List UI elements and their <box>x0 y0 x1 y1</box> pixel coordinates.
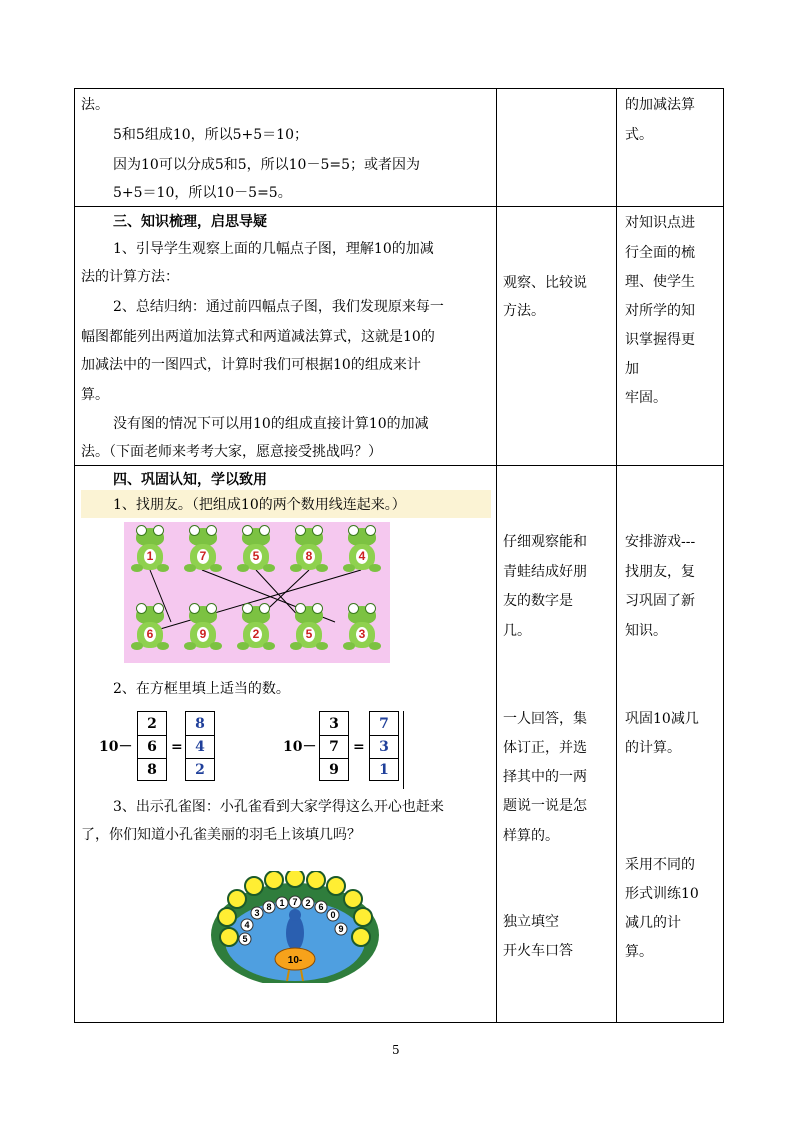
row2-text-line: 法。（下面老师来考考大家，愿意接受挑战吗？） <box>81 444 382 460</box>
row3-method-line: 仔细观察能和 <box>503 534 587 550</box>
peacock-number: 2 <box>305 898 311 908</box>
frog <box>131 606 169 656</box>
task-peacock-line: 了，你们知道小孔雀美丽的羽毛上该填几吗？ <box>81 827 361 843</box>
frog <box>237 606 275 656</box>
column-divider <box>496 89 497 1022</box>
row3-method-line: 样算的。 <box>503 828 559 844</box>
row3-method-line: 青蛙结成好朋 <box>503 564 587 580</box>
task-fill-boxes: 2、在方框里填上适当的数。 <box>113 681 290 697</box>
frog <box>184 606 222 656</box>
box-number: 6 <box>147 739 157 755</box>
row2-note-line: 对所学的知 <box>625 303 695 319</box>
peacock-label: 10- <box>287 955 303 966</box>
frog <box>131 528 169 578</box>
row2-note-line: 行全面的梳 <box>625 245 695 261</box>
column-divider <box>616 89 617 1022</box>
frog-matching-image <box>124 522 390 663</box>
row2-text-line: 1、引导学生观察上面的几幅点子图，理解10的加减 <box>113 241 434 257</box>
row1-note-line: 式。 <box>625 127 653 143</box>
row2-note-line: 理、使学生 <box>625 274 695 290</box>
frog-number: 5 <box>303 627 315 642</box>
minuend-box <box>319 711 349 781</box>
row2-note-line: 识掌握得更 <box>625 332 695 348</box>
peacock-number: 9 <box>338 924 344 934</box>
row3-note-line: 知识。 <box>625 623 667 639</box>
frog <box>343 528 381 578</box>
frog <box>290 528 328 578</box>
peacock-number: 8 <box>266 902 272 912</box>
row3-note-line: 巩固10减几 <box>625 711 699 727</box>
minuend-box <box>137 711 167 781</box>
answer-box[interactable] <box>369 711 399 781</box>
frog-number: 9 <box>197 627 209 642</box>
equation-prefix: 10－ <box>283 739 317 755</box>
answer-number: 7 <box>379 716 389 732</box>
row2-method-line: 观察、比较说 <box>503 275 587 291</box>
equals-sign: = <box>171 739 183 755</box>
frog <box>343 606 381 656</box>
answer-box[interactable] <box>185 711 215 781</box>
frog-number: 7 <box>197 549 209 564</box>
row3-note-line: 减几的计 <box>625 915 681 931</box>
task-peacock-line: 3、出示孔雀图：小孔雀看到大家学得这么开心也赶来 <box>113 799 444 815</box>
row3-method-line: 几。 <box>503 623 531 639</box>
answer-number: 3 <box>379 739 389 755</box>
section-heading: 三、知识梳理，启思导疑 <box>113 214 267 230</box>
row1-text-line: 5+5＝10，所以10－5=5。 <box>113 185 292 201</box>
peacock-number: 5 <box>242 934 248 944</box>
lesson-table <box>74 88 724 1023</box>
frog-number: 1 <box>144 549 156 564</box>
row3-method-line: 题说一说是怎 <box>503 798 587 814</box>
row3-note-line: 采用不同的 <box>625 857 695 873</box>
row3-method-line: 友的数字是 <box>503 593 573 609</box>
row2-text-line: 2、总结归纳：通过前四幅点子图，我们发现原来每一 <box>113 299 444 315</box>
row-divider <box>75 465 723 466</box>
row2-note-line: 对知识点进 <box>625 215 695 231</box>
answer-number: 1 <box>379 762 389 778</box>
section-heading: 四、巩固认知，学以致用 <box>113 472 267 488</box>
task-find-friends: 1、找朋友。（把组成10的两个数用线连起来。） <box>113 497 406 513</box>
row3-note-line: 习巩固了新 <box>625 593 695 609</box>
frog-number: 3 <box>356 627 368 642</box>
peacock-number: 1 <box>279 898 285 908</box>
row3-method-line: 开火车口答 <box>503 943 573 959</box>
row1-text-line: 因为10可以分成5和5，所以10－5=5；或者因为 <box>113 157 420 173</box>
answer-number: 4 <box>195 739 205 755</box>
row2-text-line: 幅图都能列出两道加法算式和两道减法算式，这就是10的 <box>81 329 435 345</box>
frog <box>184 528 222 578</box>
frog <box>290 606 328 656</box>
peacock-number: 0 <box>330 910 336 920</box>
row3-note-line: 安排游戏--- <box>625 534 696 550</box>
row1-text-line: 法。 <box>81 97 109 113</box>
row2-note-line: 牢固。 <box>625 390 667 406</box>
frog-number: 5 <box>250 549 262 564</box>
box-number: 8 <box>147 762 157 778</box>
row1-note-line: 的加减法算 <box>625 97 695 113</box>
row3-method-line: 独立填空 <box>503 914 559 930</box>
peacock-number: 6 <box>318 902 324 912</box>
peacock-number: 3 <box>254 908 260 918</box>
box-number: 7 <box>329 739 339 755</box>
answer-number: 8 <box>195 716 205 732</box>
frog <box>237 528 275 578</box>
row2-text-line: 算。 <box>81 387 109 403</box>
frog-number: 8 <box>303 549 315 564</box>
row1-text-line: 5和5组成10，所以5+5＝10； <box>113 127 308 143</box>
row3-method-line: 体订正，并选 <box>503 740 587 756</box>
box-number: 3 <box>329 716 339 732</box>
peacock-number: 7 <box>292 897 298 907</box>
frog-number: 2 <box>250 627 262 642</box>
box-number: 2 <box>147 716 157 732</box>
divider-mark <box>403 711 404 789</box>
row3-note-line: 找朋友，复 <box>625 564 695 580</box>
equation-prefix: 10－ <box>99 739 133 755</box>
peacock-image <box>207 871 383 983</box>
row2-text-line: 法的计算方法： <box>81 269 179 285</box>
page-number: 5 <box>392 1043 400 1057</box>
row3-note-line: 形式训练10 <box>625 886 699 902</box>
row3-note-line: 的计算。 <box>625 740 681 756</box>
row2-method-line: 方法。 <box>503 303 545 319</box>
row3-method-line: 一人回答，集 <box>503 711 587 727</box>
row-divider <box>75 206 723 207</box>
row2-note-line: 加 <box>625 361 639 377</box>
box-number: 9 <box>329 762 339 778</box>
equals-sign: = <box>353 739 365 755</box>
peacock-number: 4 <box>244 920 250 930</box>
row2-text-line: 加减法中的一图四式，计算时我们可根据10的组成来计 <box>81 357 421 373</box>
answer-number: 2 <box>195 762 205 778</box>
frog-number: 6 <box>144 627 156 642</box>
frog-number: 4 <box>356 549 368 564</box>
row3-method-line: 择其中的一两 <box>503 769 587 785</box>
row2-text-line: 没有图的情况下可以用10的组成直接计算10的加减 <box>113 416 429 432</box>
row3-note-line: 算。 <box>625 944 653 960</box>
